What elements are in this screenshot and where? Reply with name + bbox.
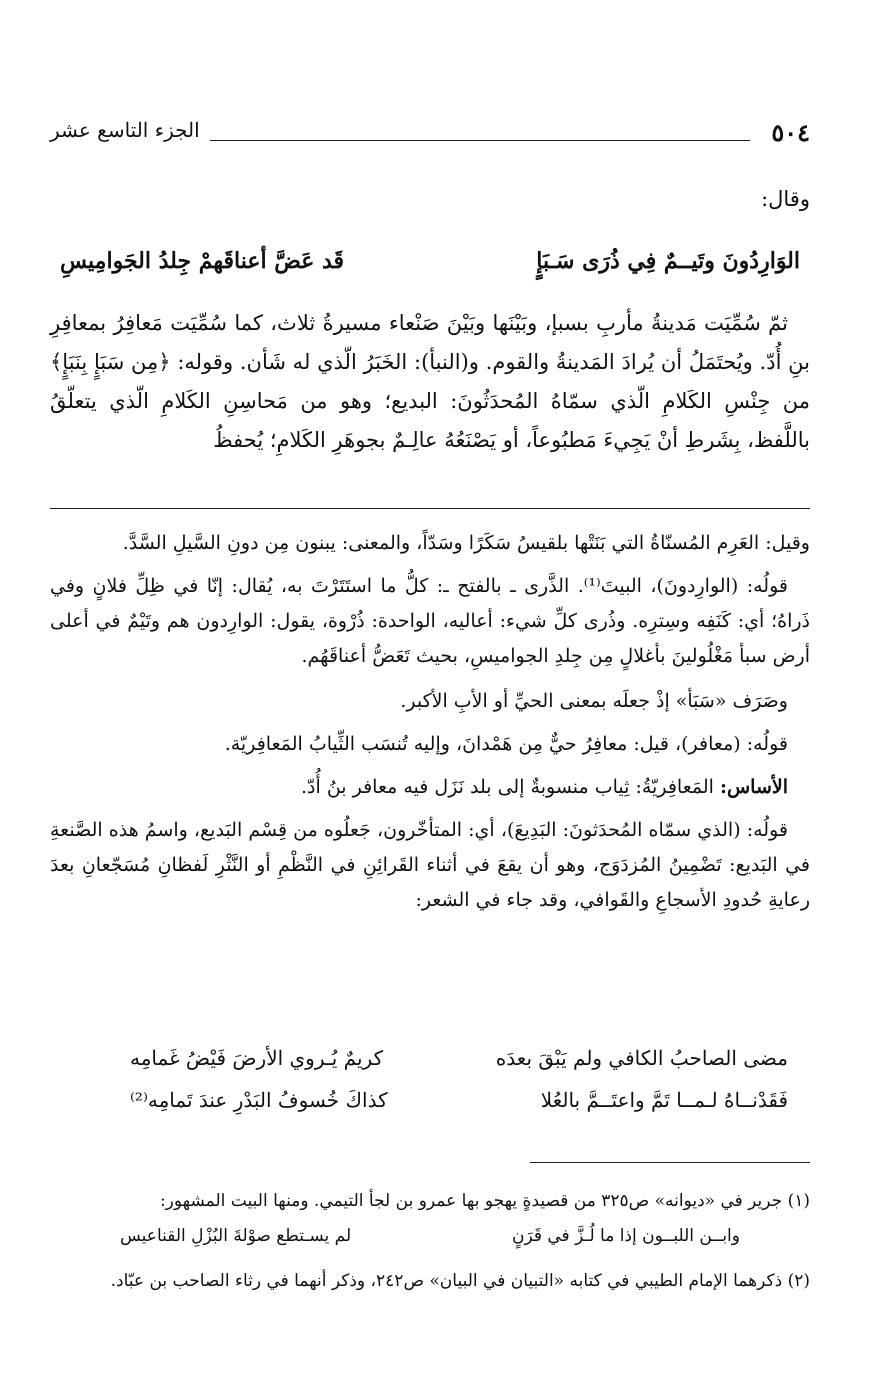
footnote-1: (١) جرير في «ديوانه» ص٣٢٥ من قصيدةٍ يهجو بها عمرو بن لجأ التيمي. ومنها البيت المشهور: xyxy=(159,1191,810,1211)
footnote-verse-hemistich-2: لم يسـتطع صوْلةَ البُزْلِ القناعيس xyxy=(120,1226,352,1246)
commentary-paragraph-3: وصَرَف «سَبَأ» إذْ جعلَه بمعنى الحيِّ أو الأبِ الأكبر. xyxy=(400,690,788,712)
verse-hemistich-1: الوَارِدُونَ وتَيــمٌ فِي ذُرَى سَـبَإٍ xyxy=(536,248,800,274)
footnote-1-verse xyxy=(50,1226,810,1256)
main-commentary-divider xyxy=(50,508,810,509)
main-intro xyxy=(50,180,810,219)
book-page xyxy=(50,0,810,1399)
commentary-paragraph-5 xyxy=(50,770,810,805)
main-paragraph xyxy=(50,304,810,460)
page-number: ٥٠٤ xyxy=(771,118,810,147)
footnote-rule xyxy=(530,1162,810,1163)
verse-2-hemistich-2: كذاكَ خُسوفُ البَدْرِ عندَ تَمامِه⁽²⁾ xyxy=(130,1088,388,1112)
footnote-verse-hemistich-1: وابــن اللبــون إذا ما لُـزَّ في قَرَنٍ xyxy=(511,1226,740,1246)
intro-text: وقال: xyxy=(761,187,810,211)
main-paragraph-text: ثمّ سُمِّيَت مَدينةُ مأربِ بسبإ، وبَيْنَها وبَيْنَ صَنْعاء مسيرةُ ثلاث، كما سُمِّيَت مَعافِرُ بمعافِرِ بنِ أُدّ. ويُحتَمَلُ أن يُرادَ المَدينةُ والقوم. و(النبأ): الخَبَرُ الّذي له شَأن. وقوله: ﴿مِن سَبَإٍ بِنَبَإٍ﴾ من جِنْسِ الكَلامِ الّذي سمّاهُ المُحدَثُونَ: البديع؛ وهو من مَحاسِنِ الكَلامِ الّذي يتعلّقُ باللَّفظ، بِشَرطِ أنْ يَجِيءَ مَطبُوعاً، أو يَصْنَعُهُ عالِـمٌ بجوهَرِ الكَلامِ؛ يُحفظُ xyxy=(50,311,810,452)
footnote-2: (٢) ذكرهما الإمام الطيبي في كتابه «التبيان في البيان» ص٢٤٢، وذكر أنهما في رثاء الصاحب بن عبّاد. xyxy=(110,1271,810,1291)
commentary-verse-1 xyxy=(50,1046,810,1080)
asas-text: المَعافِريّةُ: ثِياب منسوبةٌ إلى بلد نَزَل فيه معافر بنُ أُدّ. xyxy=(301,776,720,798)
commentary-block-1 xyxy=(50,526,810,918)
commentary-paragraph-1: وقيل: العَرِم المُسنّاةُ التي بَنَتْها بلقيسُ سَكَرًا وسَدّاً، والمعنى: يبنون مِن دونِ السَّيلِ السَّدَّ. xyxy=(122,532,810,554)
commentary-paragraph-4: قولُه: (معافر)، قيل: معافِرُ حيٌّ مِن هَمْدانَ، وإليه تُنسَب الثِّيابُ المَعافِريّة. xyxy=(224,733,788,755)
header-rule xyxy=(210,140,750,141)
page-header xyxy=(50,118,810,148)
running-title: الجزء التاسع عشر xyxy=(50,118,200,142)
verse-1-hemistich-1: مضى الصاحبُ الكافي ولم يَبْقَ بعدَه xyxy=(495,1046,788,1070)
commentary-paragraph-6: قولُه: (الذي سمّاه المُحدَثونَ: البَدِيعَ)، أي: المتأخّرون، جَعلُوه من قِسْم البَديع، واسمُ هذه الصَّنعةِ في البَديع: تَضْمِينُ المُزدَوَج، وهو أن يقعَ في أثناء القَرائِنِ في النَّظْمِ أو النَّثْرِ لَفظانِ مُسَجّعانِ بعدَ رعايةِ حُدودِ الأسجاعِ والقَوافي، وقد جاء في الشعر: xyxy=(50,819,810,911)
verse-1-hemistich-2: كريمٌ يُـروي الأرضَ فَيْضُ غَمامِه xyxy=(130,1046,384,1070)
verse-2-hemistich-1: فَقَدْنــاهُ لـمــا تَمَّ واعتَــمَّ بالعُلا xyxy=(540,1088,788,1112)
main-verse xyxy=(50,248,810,284)
commentary-paragraph-2: قولُه: (الوارِدونَ)، البيتَ⁽¹⁾. الذَّرى ـ بالفتح ـ: كلُّ ما استَتَرْتَ به، يُقال: إنّا في ظِلِّ فلانٍ وفي ذَراهُ؛ أي: كَنَفِه وسِترِه. وذُرى كلِّ شيء: أعاليه، الواحدة: ذُرْوة، يقول: الوارِدون هم وتَيْمٌ في أعلى أرض سبأ مَغْلُولينَ بأغلالٍ مِن جِلدِ الجواميسِ، بحيث تَعَضُّ أعناقَهُم. xyxy=(50,575,810,667)
commentary-verse-2 xyxy=(50,1088,810,1122)
verse-hemistich-2: قَد عَضَّ أعناقَهمْ جِلدُ الجَوامِيسِ xyxy=(60,248,345,274)
asas-label: الأساس: xyxy=(719,776,788,798)
